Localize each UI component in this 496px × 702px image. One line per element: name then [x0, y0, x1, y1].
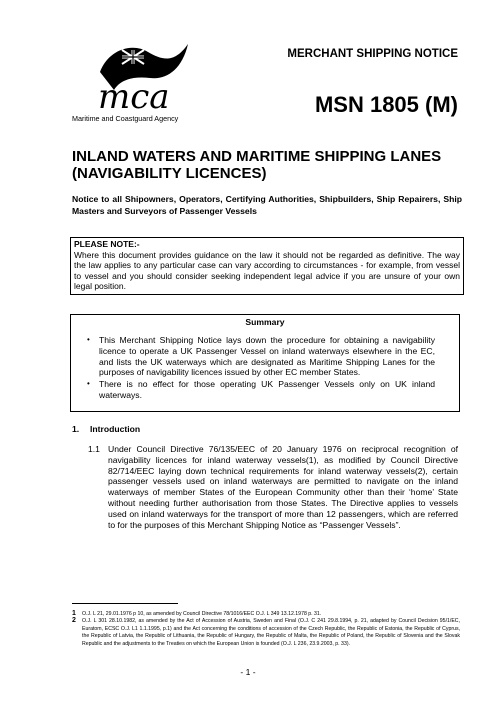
summary-heading: Summary — [245, 317, 285, 327]
section-title: Introduction — [90, 424, 141, 434]
section-heading — [72, 424, 140, 434]
section-number: 1. — [72, 424, 80, 434]
paragraph-text: Under Council Directive 76/135/EEC of 20 January 1976 on reciprocal recognition of navigability licences for inland waterway vessels(1), as modified by Council Directive 82/714/EEC laying down technical requirements for inland waterway vessels(2), certain passenger vessels used on inland waterways are permitted to navigate on the inland waterways of member States of the European Community other than their ‘home’ State without needing further authorisation from those States. The Directive applies to vessels used on inland waterways for the transport of more than 12 passengers, which are referred to for the purposes of this Merchant Shipping Notice as “Passenger Vessels”. — [108, 444, 458, 530]
summary-item-text: This Merchant Shipping Notice lays down the procedure for obtaining a navigability licence to operate a UK Passenger Vessel on inland waterways elsewhere in the EC, and lists the UK waterways which are designated as Maritime Shipping Lanes for the purposes of navigability licences issued by other EC member States. — [99, 335, 435, 378]
footnote-text: O.J. L 21, 29.01.1976 p 10, as amended by Council Directive 78/1016/EEC O.J. L 349 13.12.1978 p. 31. — [82, 611, 322, 617]
footnote-text: O.J. L 301 28.10.1982, as amended by the Act of Accession of Austria, Sweden and Final (O.J. C 241 29.8.1994, p. 21, adapted by Council Decision 95/1/EC, Euratom, ECSC O.J. L1 1.1.1995, p.1) and the Act concerning the conditions of accession of the Czech Republic, the Republic of Estonia, the Republic of Cyprus, the Republic of Latvia, the Republic of Lithuania, the Republic of Hungary, the Republic of Malta, the Republic of Poland, the Republic of Slovenia and the Slovak Republic and the adjustments to the Treaties on which the European Union is founded (O.J. L 236, 23.9.2003, p. 33). — [82, 618, 460, 647]
paragraph-number: 1.1 — [88, 444, 100, 454]
document-title: INLAND WATERS AND MARITIME SHIPPING LANES (NAVIGABILITY LICENCES) — [72, 148, 442, 182]
please-note-text: Where this document provides guidance on the law it should not be regarded as definitive. The way the law applies to any particular case can vary according to circumstances - for example, from vessel to vessel and you should consider seeking independent legal advice if you are unsure of your own legal position. — [74, 249, 460, 291]
agency-name: Maritime and Coastguard Agency — [72, 114, 179, 123]
footnote-number: 2 — [72, 617, 76, 624]
please-note-heading: PLEASE NOTE:- — [74, 239, 140, 249]
bullet-icon: • — [87, 335, 90, 344]
svg-text:mca: mca — [98, 77, 170, 117]
footnote-number: 1 — [72, 610, 76, 617]
summary-item — [87, 379, 435, 401]
summary-item — [87, 335, 435, 378]
audience-statement: Notice to all Shipowners, Operators, Certifying Authorities, Shipbuilders, Ship Repairers, Ship Masters and Surveyors of Passenger Vessels — [72, 194, 462, 216]
bullet-icon: • — [87, 379, 90, 388]
msn-number: MSN 1805 (M) — [314, 92, 458, 117]
notice-type-label: MERCHANT SHIPPING NOTICE — [287, 48, 458, 60]
footnote-divider — [72, 603, 178, 604]
please-note-box — [70, 237, 464, 295]
summary-item-text: There is no effect for those operating UK Passenger Vessels only on UK inland waterways. — [99, 379, 435, 400]
summary-box — [70, 314, 460, 412]
page-number: - 1 - — [240, 667, 256, 677]
